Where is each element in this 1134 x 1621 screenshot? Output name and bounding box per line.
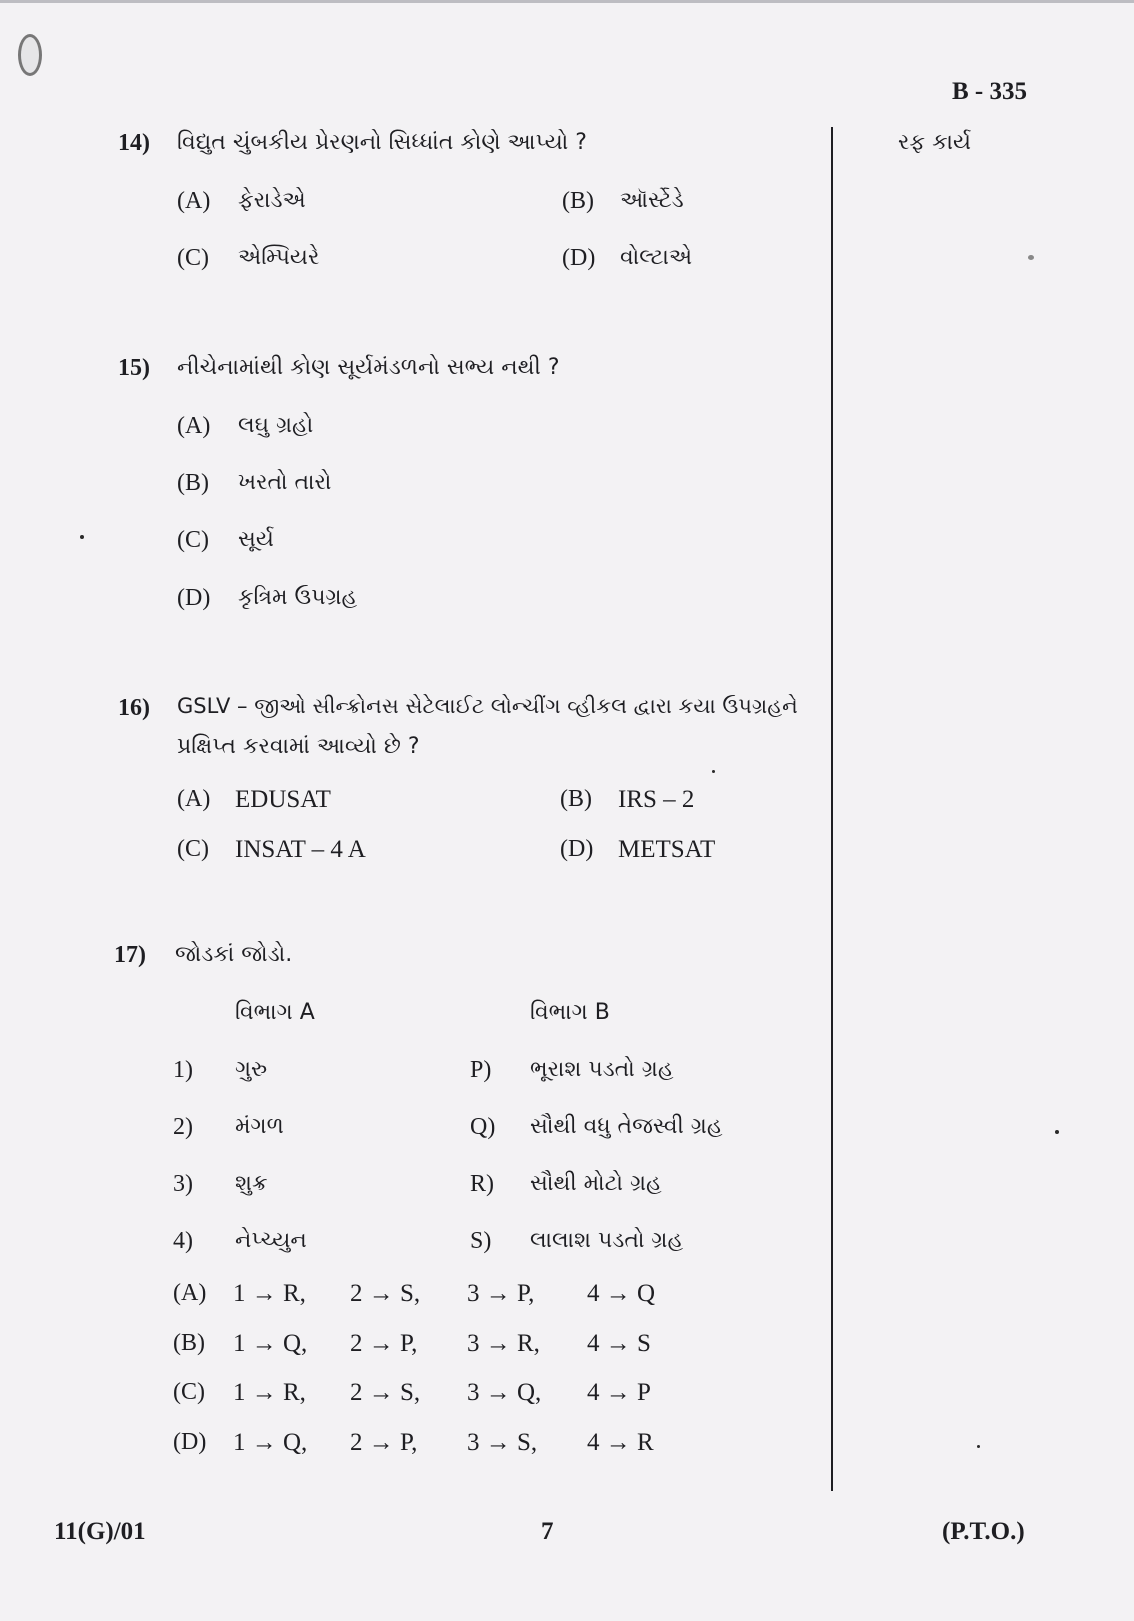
q14-option-b-label: (B) [562,188,594,214]
q17-col-b-item-label: Q) [470,1114,496,1140]
q14-option-c-label: (C) [177,245,209,271]
q17-col-a-item: ગુરુ [235,1057,268,1082]
q17-option-label: (B) [173,1330,205,1356]
q17-option-match: 3 → P, [467,1280,535,1307]
q16-option-c-label: (C) [177,836,209,862]
q17-col-b-item-label: P) [470,1057,492,1083]
q17-option-match: 3 → Q, [467,1379,542,1406]
q17-option-match: 2 → P, [350,1429,418,1456]
q17-text: જોડકાં જોડો. [175,942,293,967]
pto-label: (P.T.O.) [942,1518,1025,1545]
q17-number: 17) [114,942,146,968]
q17-col-b-title: વિભાગ B [530,1000,610,1025]
q17-option-match: 1 → Q, [233,1429,308,1456]
q15-option-b-label: (B) [177,470,209,496]
q15-option-a: લઘુ ગ્રહો [238,413,314,438]
q17-option-match: 1 → R, [233,1280,306,1307]
q17-col-a-item-label: 3) [173,1171,193,1197]
q17-col-b-item-label: S) [470,1228,492,1254]
q17-col-a-item: મંગળ [235,1114,284,1139]
q17-col-a-item-label: 4) [173,1228,193,1254]
q16-text-line2: પ્રક્ષિપ્ત કરવામાં આવ્યો છે ? [177,734,420,759]
q17-option-match: 1 → R, [233,1379,306,1406]
q15-number: 15) [118,355,150,381]
scan-speck [977,1445,980,1448]
q17-col-b-item-label: R) [470,1171,494,1197]
margin-divider [831,127,833,1491]
q17-col-a-item: શુક્ર [235,1171,268,1196]
q14-option-a-label: (A) [177,188,211,214]
scan-speck [712,770,715,773]
q17-col-a-item: નેપ્ચ્યુન [235,1228,307,1253]
q17-option-match: 1 → Q, [233,1330,308,1357]
q16-option-c: INSAT – 4 A [235,836,366,863]
q14-option-d-label: (D) [562,245,596,271]
rough-work-label: રફ કાર્ય [898,130,972,155]
q17-col-b-item: લાલાશ પડતો ગ્રહ [530,1228,684,1253]
page-top-edge [0,0,1134,3]
q16-option-d: METSAT [618,836,716,863]
punch-hole [18,34,42,76]
q17-option-label: (A) [173,1280,207,1306]
q17-option-match: 2 → S, [350,1379,421,1406]
q17-option-match: 2 → S, [350,1280,421,1307]
q17-option-match: 4 → P [587,1379,651,1406]
q15-text: નીચેનામાંથી કોણ સૂર્યમંડળનો સભ્ય નથી ? [177,355,560,380]
q17-col-b-item: સૌથી વધુ તેજસ્વી ગ્રહ [530,1114,723,1139]
q17-option-match: 4 → S [587,1330,651,1357]
q14-option-a: ફેરાડેએ [238,188,306,213]
page-number: 7 [541,1518,554,1545]
q17-col-b-item: સૌથી મોટો ગ્રહ [530,1171,662,1196]
q14-text: વિદ્યુત ચુંબકીય પ્રેરણનો સિધ્ધાંત કોણે આપ્યો ? [177,130,587,155]
q17-option-label: (C) [173,1379,205,1405]
q17-col-a-item-label: 2) [173,1114,193,1140]
q14-option-d: વોલ્ટાએ [620,245,693,270]
scan-speck [1055,1130,1059,1134]
footer-code: 11(G)/01 [54,1518,146,1545]
q15-option-c: સૂર્ય [238,527,274,552]
q16-option-d-label: (D) [560,836,594,862]
q15-option-a-label: (A) [177,413,211,439]
q14-option-b: ઑર્સ્ટેડે [620,188,684,213]
q14-option-c: એમ્પિયરે [238,245,320,270]
q17-option-match: 3 → R, [467,1330,540,1357]
q17-col-b-item: ભૂરાશ પડતો ગ્રહ [530,1057,674,1082]
q17-option-label: (D) [173,1429,207,1455]
q17-option-match: 4 → Q [587,1280,656,1307]
scan-speck [1028,255,1034,260]
q16-option-b-label: (B) [560,786,592,812]
q16-number: 16) [118,695,150,721]
q17-option-match: 2 → P, [350,1330,418,1357]
q17-option-match: 3 → S, [467,1429,538,1456]
q15-option-c-label: (C) [177,527,209,553]
q17-col-a-item-label: 1) [173,1057,193,1083]
q17-option-match: 4 → R [587,1429,654,1456]
q16-option-a-label: (A) [177,786,211,812]
q16-text-line1: GSLV – જીઓ સીન્ક્રોનસ સેટેલાઈટ લોન્ચીંગ વ્હીકલ દ્વારા કયા ઉપગ્રહને [177,694,798,718]
paper-code: B - 335 [952,78,1027,105]
q15-option-d-label: (D) [177,585,211,611]
q16-option-b: IRS – 2 [618,786,695,813]
scan-speck [80,535,84,539]
q15-option-d: કૃત્રિમ ઉપગ્રહ [238,585,358,610]
q16-option-a: EDUSAT [235,786,331,813]
q17-col-a-title: વિભાગ A [235,1000,315,1025]
q15-option-b: ખરતો તારો [238,470,332,495]
q14-number: 14) [118,130,150,156]
